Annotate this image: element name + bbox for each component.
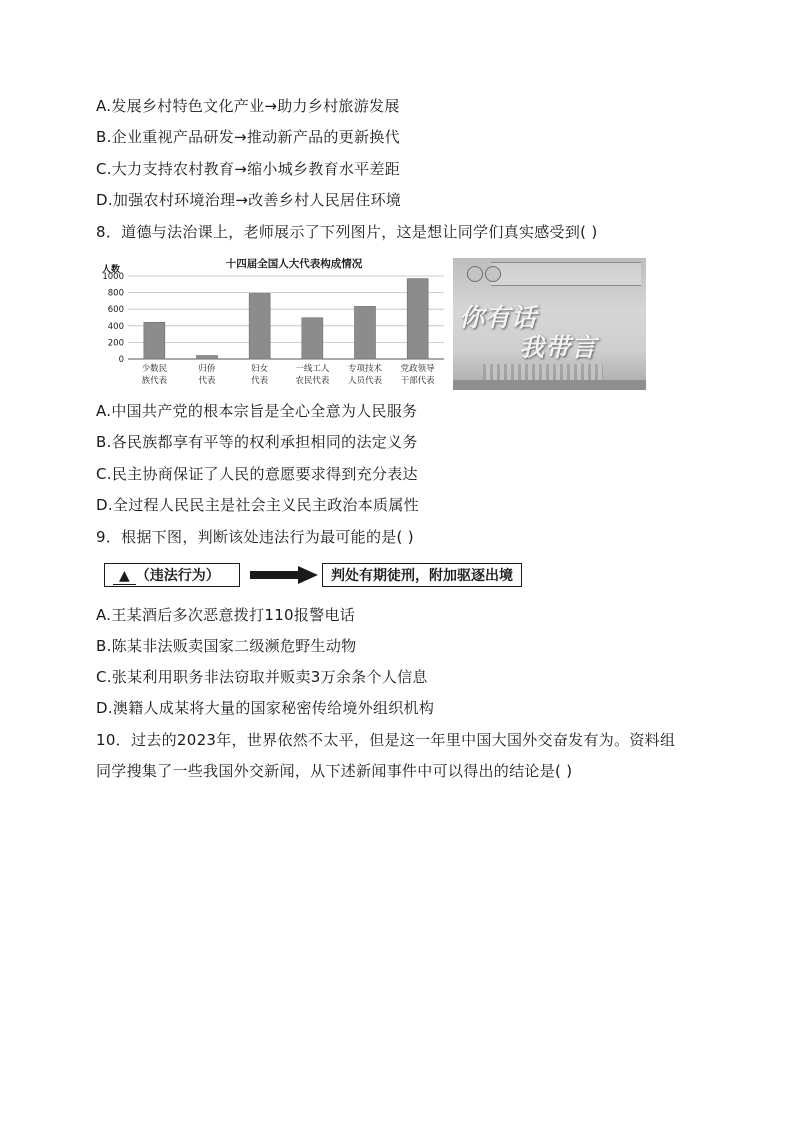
arrow-right-icon [250, 566, 318, 584]
bar-chart-svg [96, 254, 448, 388]
q10-stem-line1: 10．过去的2023年，世界依然不太平，但是这一年里中国大国外交奋发有为。资料组 [96, 731, 676, 749]
x-tick-label: 人员代表 [347, 376, 383, 386]
q8-stem: 8．道德与法治课上，老师展示了下列图片，这是想让同学们真实感受到( ) [96, 223, 598, 241]
q10-stem-line2: 同学搜集了一些我国外交新闻，从下述新闻事件中可以得出的结论是( ) [96, 762, 573, 780]
y-tick-label: 200 [107, 338, 124, 349]
x-tick-label: 族代表 [141, 376, 168, 386]
q9-option-c: C.张某利用职务非法窃取并贩卖3万余条个人信息 [96, 668, 428, 686]
x-tick-label: 代表 [251, 376, 269, 386]
bar [249, 293, 270, 359]
q9-stem: 9．根据下图，判断该处违法行为最可能的是( ) [96, 528, 414, 546]
q8-option-d: D.全过程人民民主是社会主义民主政治本质属性 [96, 496, 419, 514]
photo-slogan-line2: 我带言 [519, 333, 598, 362]
x-tick-label: 归侨 [198, 364, 216, 374]
q9-option-a: A.王某酒后多次恶意拨打110报警电话 [96, 606, 356, 624]
flow-left-label: （违法行为） [135, 568, 220, 584]
q7-option-a: A.发展乡村特色文化产业→助力乡村旅游发展 [96, 97, 400, 115]
q8-option-c: C.民主协商保证了人民的意愿要求得到充分表达 [96, 465, 418, 483]
flow-violation-box [104, 563, 240, 587]
photo-ground [453, 380, 646, 390]
x-tick-label: 专项技术 [347, 364, 383, 374]
emblem-icon [467, 266, 483, 282]
x-tick-label: 代表 [198, 376, 216, 386]
q7-option-b: B.企业重视产品研发→推动新产品的更新换代 [96, 128, 400, 146]
bar [355, 306, 376, 359]
bar [197, 356, 218, 359]
q8-option-a: A.中国共产党的根本宗旨是全心全意为人民服务 [96, 402, 418, 420]
flow-penalty-box [322, 563, 522, 587]
flow-blank: ▲ [113, 568, 136, 585]
x-tick-label: 党政领导 [400, 364, 435, 374]
x-tick-label: 一线工人 [295, 364, 330, 374]
q7-option-d: D.加强农村环境治理→改善乡村人民居住环境 [96, 191, 402, 209]
x-tick-label: 少数民 [141, 364, 168, 374]
bar [407, 279, 428, 359]
q8-photo [453, 258, 646, 390]
x-tick-label: 妇女 [251, 364, 269, 374]
q9-flow-diagram [104, 563, 524, 589]
q8-bar-chart [96, 254, 448, 388]
q9-option-b: B.陈某非法贩卖国家二级濒危野生动物 [96, 637, 357, 655]
photo-slogan-line1: 你有话 [459, 303, 538, 332]
q7-option-c: C.大力支持农村教育→缩小城乡教育水平差距 [96, 160, 401, 178]
y-tick-label: 600 [107, 305, 124, 316]
bar [302, 318, 323, 359]
q9-option-d: D.澳籍人成某将大量的国家秘密传给境外组织机构 [96, 699, 435, 717]
chart-title: 十四届全国人大代表构成情况 [225, 258, 363, 270]
y-tick-label: 800 [107, 288, 124, 299]
flow-right-label: 判处有期徒刑，附加驱逐出境 [331, 568, 513, 584]
emblem-icon [485, 266, 501, 282]
x-tick-label: 农民代表 [295, 376, 330, 386]
y-tick-label: 1000 [102, 272, 124, 282]
y-tick-label: 400 [107, 321, 124, 332]
photo-banner [491, 262, 641, 286]
chart-y-label: 人数 [102, 265, 121, 275]
x-tick-label: 干部代表 [400, 376, 435, 386]
q8-option-b: B.各民族都享有平等的权利承担相同的法定义务 [96, 433, 418, 451]
y-tick-label: 0 [118, 355, 124, 365]
bar [144, 322, 165, 359]
